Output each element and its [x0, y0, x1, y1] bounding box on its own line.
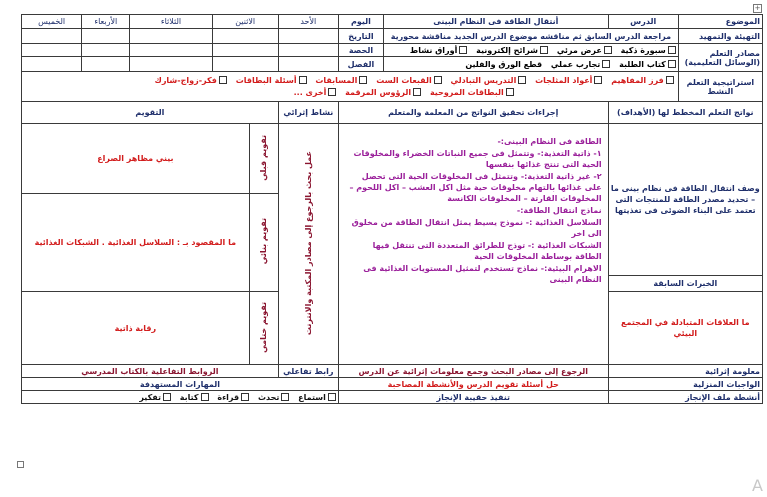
- checkbox-icon[interactable]: [163, 393, 171, 401]
- checkbox-icon[interactable]: [604, 46, 612, 54]
- class-cell-4[interactable]: [82, 57, 130, 72]
- period-cell-2[interactable]: [212, 44, 278, 57]
- strategies-options: [22, 72, 679, 102]
- checkbox-icon[interactable]: [668, 46, 676, 54]
- strategy-option: أخرى ...: [293, 87, 327, 97]
- skill-option: تفكير: [139, 392, 161, 402]
- date-cell-5[interactable]: [22, 29, 82, 44]
- skill-option: استماع: [298, 392, 326, 402]
- period-cell-3[interactable]: [130, 44, 212, 57]
- date-cell-4[interactable]: [82, 29, 130, 44]
- corner-letter: A: [752, 476, 763, 495]
- checkbox-icon[interactable]: [594, 76, 602, 84]
- checkbox-icon[interactable]: [219, 76, 227, 84]
- class-cell-2[interactable]: [212, 57, 278, 72]
- date-cell-1[interactable]: [278, 29, 338, 44]
- resource-option: كتاب الطلبة: [619, 59, 666, 69]
- skill-option: كتابة: [179, 392, 199, 402]
- class-cell-5[interactable]: [22, 57, 82, 72]
- strategy-option: فكر-زواج-شارك: [154, 75, 217, 85]
- eval-label-final-text: تقويم ختامي: [259, 301, 269, 353]
- resources-label: مصادر التعلم (الوسائل التعليمية): [678, 44, 762, 72]
- activity-text-vertical: عمل بحث بالرجوع إلى مصادر المكتبة والانترنت: [303, 150, 313, 336]
- checkbox-icon[interactable]: [328, 88, 336, 96]
- resources-row-1: [384, 44, 679, 57]
- day-label: اليوم: [338, 15, 383, 29]
- checkbox-icon[interactable]: [518, 76, 526, 84]
- link-value[interactable]: الروابط التفاعلية بالكتاب المدرسي: [22, 365, 279, 378]
- class-cell-3[interactable]: [130, 57, 212, 72]
- procedures-text: [338, 124, 608, 365]
- info-value: الرجوع إلى مصادر البحث وجمع معلومات إثرائية عن الدرس: [338, 365, 608, 378]
- day-thursday: الخميس: [22, 15, 82, 29]
- date-cell-2[interactable]: [212, 29, 278, 44]
- strategy-option: المسابقات: [315, 75, 358, 85]
- skill-option: قراءة: [217, 392, 240, 402]
- resource-option: عرض مرئي: [556, 45, 602, 55]
- eval-text-pre: بيني مظاهر الصراع: [22, 124, 250, 194]
- strategy-option: القبعات الست: [376, 75, 432, 85]
- skills-options: [22, 391, 339, 404]
- strategy-option: التدريس التبادلي: [450, 75, 517, 85]
- subject-label: الموضوع: [678, 15, 762, 29]
- eval-label-final: [249, 292, 278, 365]
- resource-option: تجارب عملي: [550, 59, 601, 69]
- prior-experience-label: الخبرات السابقة: [608, 276, 762, 292]
- day-sunday: الأحد: [278, 15, 338, 29]
- evaluation-heading: التقويم: [22, 102, 279, 124]
- resources-row-2: [384, 57, 679, 72]
- procedure-line: السلاسل الغذائية :- نموذج يسيط يمثل انتقال الطاقة من مخلوق الى اخر: [351, 218, 602, 238]
- eval-text-final: رقابة ذاتية: [22, 292, 250, 365]
- outcomes-text: وصف انتقال الطاقة فى نظام بينى ما – تحديد مصدر الطاقة للمنتجات التى تعتمد على البناء الضوئى فى تغذيتها: [608, 124, 762, 276]
- procedure-line: ٢- غير ذاتية التغذية:- وتتمثل فى المخلوقات الحية التى تحصل على غذائها بالتهام مخلوقات حية مثل اكل العشب – اكل اللحوم – المخلوقات القارتة – المخلوقات الكانسة: [349, 172, 602, 203]
- checkbox-icon[interactable]: [299, 76, 307, 84]
- strategy-option: أعواد المثلجات: [535, 75, 593, 85]
- homework-label: الواجبات المنزلية: [608, 378, 762, 391]
- checkbox-icon[interactable]: [506, 88, 514, 96]
- intro-label: التهيئة والتمهيد: [678, 29, 762, 44]
- resource-option: قطع الورق والفلين: [465, 59, 543, 69]
- eval-label-formative: [249, 194, 278, 292]
- period-cell-4[interactable]: [82, 44, 130, 57]
- table-move-handle[interactable]: +: [754, 4, 761, 12]
- procedures-heading: إجراءات تحقيق النواتج من المعلمة والمتعلم: [338, 102, 608, 124]
- strategy-option: الرؤوس المرقمة: [345, 87, 412, 97]
- strategy-option: البطاقات المروحية: [429, 87, 504, 97]
- resource-option: أوراق نشاط: [409, 45, 458, 55]
- eval-text-formative: ما المقصود بـ : السلاسل الغذائية . الشبكات الغذائية: [22, 194, 250, 292]
- resource-option: شرائح إلكترونية: [476, 45, 539, 55]
- period-cell-5[interactable]: [22, 44, 82, 57]
- table-resize-handle[interactable]: [17, 461, 24, 468]
- checkbox-icon[interactable]: [540, 46, 548, 54]
- outcomes-heading: نواتج التعلم المخطط لها (الأهداف): [608, 102, 762, 124]
- strategies-label: استراتيجية التعلم النشط: [678, 72, 762, 102]
- period-cell-1[interactable]: [278, 44, 338, 57]
- activity-heading: نشاط إثرائي: [278, 102, 338, 124]
- class-cell-1[interactable]: [278, 57, 338, 72]
- checkbox-icon[interactable]: [413, 88, 421, 96]
- checkbox-icon[interactable]: [434, 76, 442, 84]
- resource-option: سبورة ذكية: [620, 45, 666, 55]
- day-wednesday: الأربعاء: [82, 15, 130, 29]
- day-tuesday: الثلاثاء: [130, 15, 212, 29]
- date-label: التاريخ: [338, 29, 383, 44]
- class-label: الفصل: [338, 57, 383, 72]
- homework-value: حل أسئلة تقويم الدرس والأنشطة المصاحبة: [338, 378, 608, 391]
- lesson-label: الدرس: [608, 15, 678, 29]
- eval-label-formative-text: تقويم بنائي: [259, 218, 269, 265]
- lesson-title: أنتقال الطاقة فى النظام البينى: [384, 15, 609, 29]
- portfolio-label: أنشطة ملف الإنجاز: [608, 391, 762, 404]
- procedure-line: الاهرام البيئية:- نماذج تستخدم لتمثيل المستويات الغذائية فى النظام البينى: [363, 264, 602, 284]
- date-cell-3[interactable]: [130, 29, 212, 44]
- intro-value: مراجعة الدرس السابق ثم مناقشه موضوع الدرس الجديد مناقشة محورية: [384, 29, 679, 44]
- procedure-line: ١- ذاتية التغذية:- وتتمثل فى جميع النباتات الخضراء والمخلوقات الحية التى تنتج غذائها بنفسها: [353, 149, 602, 169]
- skills-label: المهارات المستهدفة: [22, 378, 339, 391]
- checkbox-icon[interactable]: [459, 46, 467, 54]
- checkbox-icon[interactable]: [359, 76, 367, 84]
- procedure-line: الطاقة فى النظام البينى:-: [497, 137, 602, 146]
- relations-text: ما العلاقات المتبادلة في المجتمع البيئي: [608, 292, 762, 365]
- eval-label-pre-text: تقويم قبلي: [259, 134, 269, 181]
- activity-text: [278, 124, 338, 365]
- skill-option: تحدث: [257, 392, 280, 402]
- link-label: رابط تفاعلي: [278, 365, 338, 378]
- info-label: معلومة إثرائية: [608, 365, 762, 378]
- strategy-option: فرز المفاهيم: [611, 75, 664, 85]
- checkbox-icon[interactable]: [201, 393, 209, 401]
- lesson-plan-table: [21, 14, 763, 404]
- day-monday: الاثنين: [212, 15, 278, 29]
- checkbox-icon[interactable]: [668, 60, 676, 68]
- procedure-line: الشبكات الغذائية :- توذج للطرائق المتعددة التى تنتقل فيها الطاقة بوساطة المخلوقات الحية: [372, 241, 602, 261]
- procedure-line: نماذج انتقال الطاقة:-: [516, 206, 602, 215]
- checkbox-icon[interactable]: [602, 60, 610, 68]
- portfolio-value: تنفيذ حقيبة الإنجاز: [338, 391, 608, 404]
- period-label: الحصة: [338, 44, 383, 57]
- eval-label-pre: [249, 124, 278, 194]
- checkbox-icon[interactable]: [666, 76, 674, 84]
- checkbox-icon[interactable]: [241, 393, 249, 401]
- strategy-option: أسئلة البطاقات: [235, 75, 297, 85]
- checkbox-icon[interactable]: [328, 393, 336, 401]
- checkbox-icon[interactable]: [281, 393, 289, 401]
